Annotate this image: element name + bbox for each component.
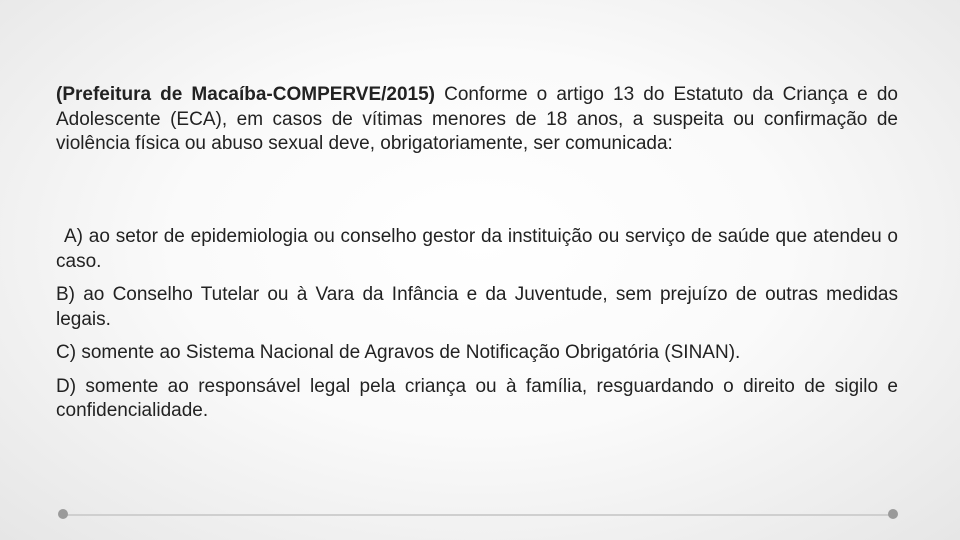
option-b: B) ao Conselho Tutelar ou à Vara da Infância e da Juventude, sem prejuízo de outras medidas legais.: [56, 284, 898, 330]
question-text: Conforme o artigo 13 do Estatuto da Criança e do Adolescente (ECA), em casos de vítimas menores de 18 anos, a suspeita ou confirmação de violência física ou abuso sexual deve, obrigatoriamente, ser comunicada:: [56, 84, 898, 154]
option-c: C) somente ao Sistema Nacional de Agravos de Notificação Obrigatória (SINAN).: [56, 342, 741, 363]
answer-options: [56, 225, 898, 433]
question-paragraph: [56, 83, 898, 157]
option-d: D) somente ao responsável legal pela criança ou à família, resguardando o direito de sigilo e confidencialidade.: [56, 375, 898, 421]
divider-right-dot: [888, 509, 898, 519]
footer-divider: [63, 514, 893, 516]
question-source: (Prefeitura de Macaíba-COMPERVE/2015): [56, 84, 436, 105]
option-a: A) ao setor de epidemiologia ou conselho gestor da instituição ou serviço de saúde que atendeu o caso.: [56, 226, 898, 272]
divider-left-dot: [58, 509, 68, 519]
